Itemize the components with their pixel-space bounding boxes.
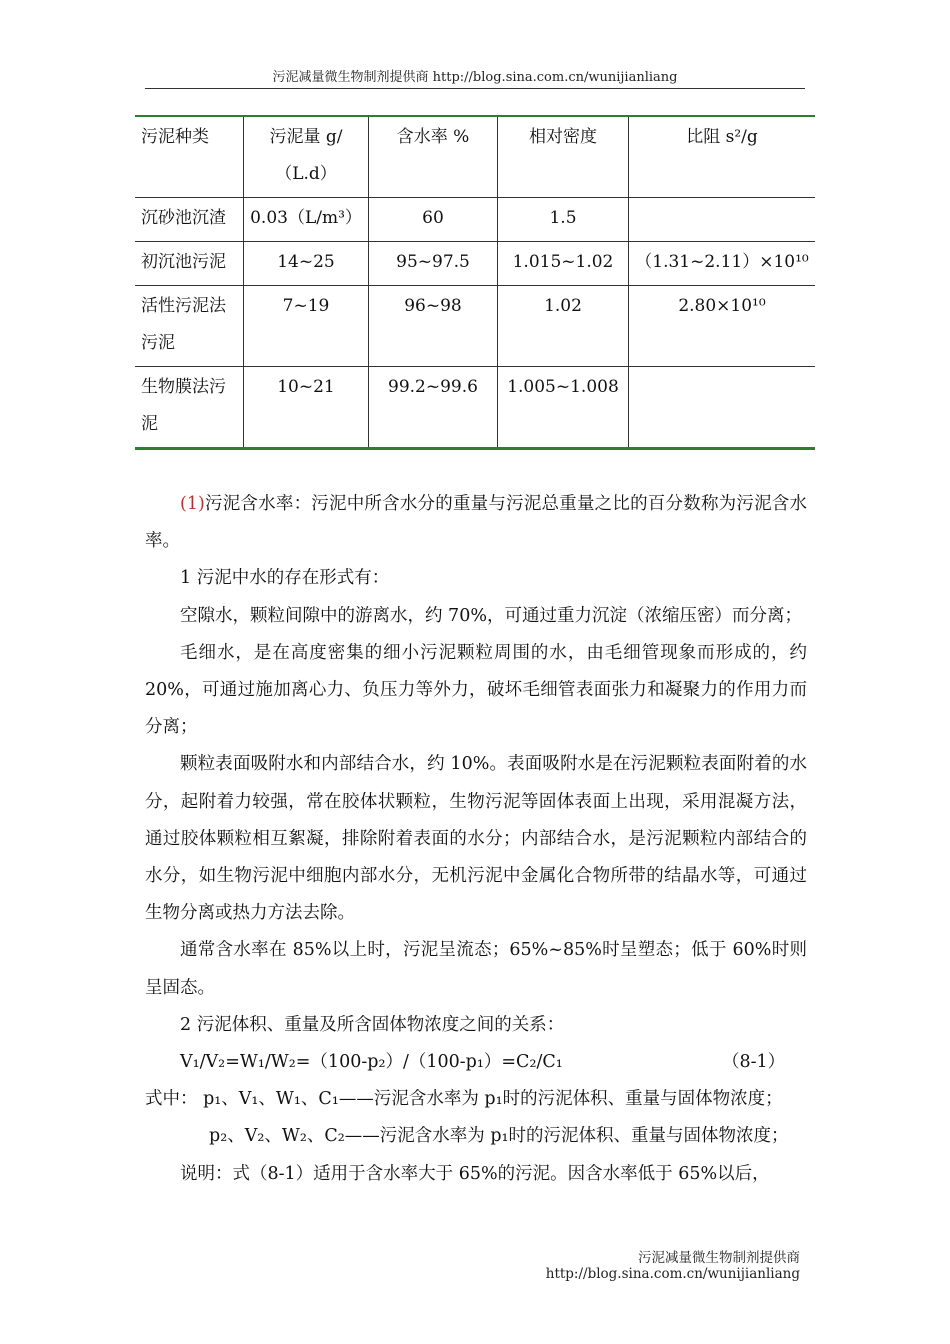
table-cell: 1.02: [498, 286, 629, 367]
table-header-row: [135, 116, 815, 198]
header-divider: [145, 88, 805, 89]
table-cell: 96~98: [369, 286, 498, 367]
formula: V₁/V₂=W₁/W₂=（100-p₂）/（100-p₁）=C₂/C₁: [180, 1052, 563, 1073]
table-cell: 活性污泥法污泥: [135, 286, 244, 367]
formula-number: （8-1）: [722, 1052, 786, 1073]
table-cell: 0.03（L/m³）: [244, 198, 369, 242]
paragraph: 颗粒表面吸附水和内部结合水，约 10%。表面吸附水是在污泥颗粒表面附着的水分，起附着力较强，常在胶体状颗粒，生物污泥等固体表面上出现，采用混凝方法，通过胶体颗粒相互絮凝，排除附着表面的水分；内部结合水，是污泥颗粒内部结合的水分，如生物污泥中细胞内部水分，无机污泥中金属化合物所带的结晶水等，可通过生物分离或热力方法去除。: [145, 754, 807, 924]
table-row: [135, 242, 815, 286]
paragraph: 说明：式（8-1）适用于含水率大于 65%的污泥。因含水率低于 65%以后，: [180, 1163, 770, 1184]
table-cell: 95~97.5: [369, 242, 498, 286]
paragraph: 2 污泥体积、重量及所含固体物浓度之间的关系：: [180, 1014, 565, 1035]
table-cell: 60: [369, 198, 498, 242]
formula-definition: p₂、V₂、W₂、C₂——污泥含水率为 p₁时的污泥体积、重量与固体物浓度；: [209, 1126, 789, 1147]
sludge-properties-table: [135, 115, 815, 450]
paragraph: [145, 486, 807, 560]
table-cell: 7~19: [244, 286, 369, 367]
table-row: [135, 367, 815, 449]
table-row: [135, 198, 815, 242]
document-body: [145, 486, 807, 1193]
table-cell: 1.005~1.008: [498, 367, 629, 449]
table-cell: 1.015~1.02: [498, 242, 629, 286]
table-cell: 沉砂池沉渣: [135, 198, 244, 242]
table-cell: 10~21: [244, 367, 369, 449]
paragraph: 毛细水，是在高度密集的细小污泥颗粒周围的水，由毛细管现象而形成的，约 20%，可通过施加离心力、负压力等外力，破坏毛细管表面张力和凝聚力的作用力而分离；: [145, 642, 807, 738]
paragraph: 通常含水率在 85%以上时，污泥呈流态；65%~85%时呈塑态；低于 60%时则呈固态。: [145, 940, 807, 998]
paragraph: 空隙水，颗粒间隙中的游离水，约 70%，可通过重力沉淀（浓缩压密）而分离；: [180, 605, 802, 626]
table-header-cell: 污泥量 g/（L.d）: [244, 116, 369, 198]
table-cell: 1.5: [498, 198, 629, 242]
table-header-cell: 相对密度: [498, 116, 629, 198]
table-cell: 14~25: [244, 242, 369, 286]
page-footer: 污泥减量微生物制剂提供商 http://blog.sina.com.cn/wunijianliang: [545, 1250, 800, 1282]
table-cell: 2.80×10¹⁰: [629, 286, 816, 367]
table-cell: [629, 198, 816, 242]
table-cell: 初沉池污泥: [135, 242, 244, 286]
table-cell: 生物膜法污泥: [135, 367, 244, 449]
formula-definition: 式中： p₁、V₁、W₁、C₁——污泥含水率为 p₁时的污泥体积、重量与固体物浓度；: [145, 1089, 783, 1110]
table-cell: （1.31~2.11）×10¹⁰: [629, 242, 816, 286]
list-marker: (1): [180, 494, 205, 514]
table-cell: [629, 367, 816, 449]
paragraph: 1 污泥中水的存在形式有：: [180, 568, 390, 589]
formula-line: [145, 1044, 807, 1081]
table-header-cell: 比阻 s²/g: [629, 116, 816, 198]
page-header: 污泥减量微生物制剂提供商 http://blog.sina.com.cn/wunijianliang: [272, 70, 678, 85]
table-header-cell: 污泥种类: [135, 116, 244, 198]
table-cell: 99.2~99.6: [369, 367, 498, 449]
paragraph-text: 污泥含水率：污泥中所含水分的重量与污泥总重量之比的百分数称为污泥含水率。: [145, 494, 807, 552]
table-header-cell: 含水率 %: [369, 116, 498, 198]
table-row: [135, 286, 815, 367]
